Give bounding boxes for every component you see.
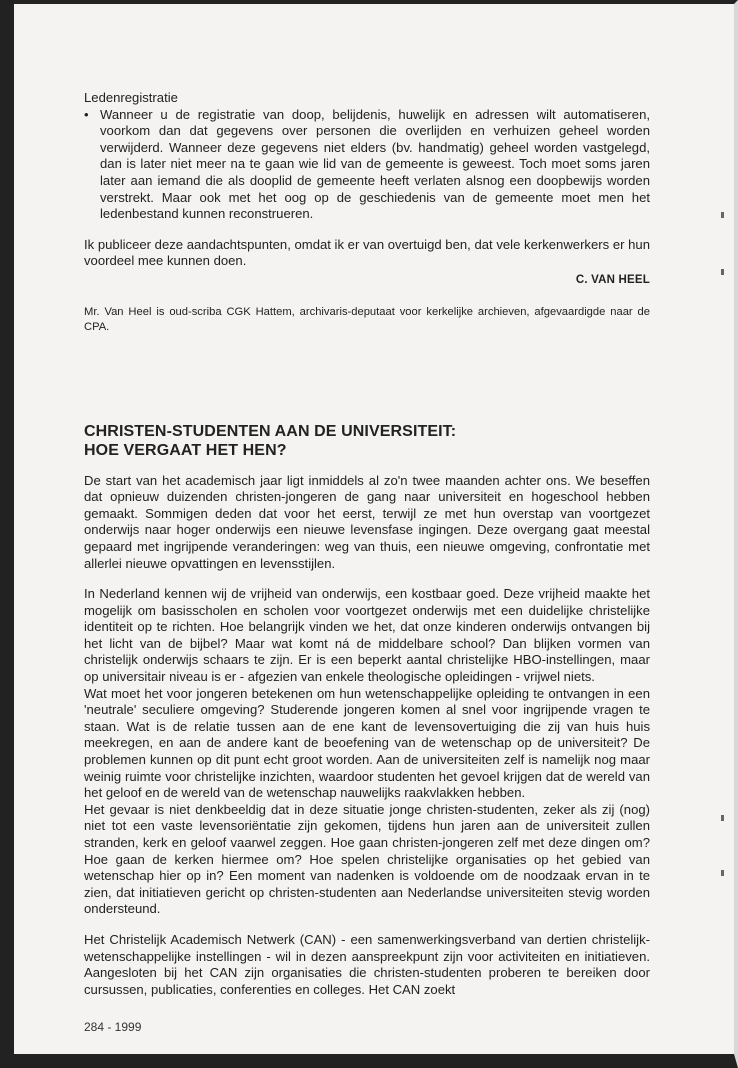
section-label: Ledenregistratie (84, 90, 178, 105)
article-paragraph-3: Wat moet het voor jongeren betekenen om hun wetenschappelijke opleiding te ontvangen in een 'neutrale' seculiere omgeving? Studerende jongeren komen al snel voor ingrijpende vragen te staan. Wat is de relatie tussen aan de ene kant de levensovertuiging die zij van huis huis meekregen, en aan de andere kant de beoefening van de wetenschap op de universiteit? De problemen kunnen op dit punt echt groot worden. Aan de universiteiten zelf is namelijk nog maar weinig ruimte voor christelijke inzichten, waardoor studenten het gevoel krijgen dat de wereld van het geloof en de wereld van de wetenschap nauwelijks raakvlakken hebben. (84, 685, 650, 801)
page-footer: 284 - 1999 (84, 1020, 142, 1034)
author-note: Mr. Van Heel is oud-scriba CGK Hattem, archivaris-deputaat voor kerkelijke archieven, afgevaardigde naar de CPA. (84, 305, 650, 333)
margin-mark (721, 212, 724, 218)
article-paragraph-4: Het gevaar is niet denkbeeldig dat in deze situatie jonge christen-studenten, zeker als zij (nog) niet tot een vaste levensoriëntatie zijn gekomen, tijdens hun jaren aan de universiteit zullen stranden, kerk en geloof vaarwel zeggen. Hoe gaan christen-jongeren zelf met deze dingen om? Hoe gaan de kerken hiermee om? Hoe spelen christelijke organisaties op het gebied van wetenschap hier op in? Een moment van nadenken is voldoende om de noodzaak ervan in te zien, dat initiatieven gericht op christen-studenten aan Nederlandse universiteiten stevig worden ondersteund. (84, 801, 650, 917)
margin-mark (721, 815, 724, 821)
bullet-symbol: • (84, 106, 89, 122)
article-heading (84, 422, 650, 461)
heading-line-1: CHRISTEN-STUDENTEN AAN DE UNIVERSITEIT: (84, 422, 457, 440)
closing-paragraph: Ik publiceer deze aandachtspunten, omdat ik er van overtuigd ben, dat vele kerkenwerkers er hun voordeel mee kunnen doen. (84, 236, 650, 269)
margin-mark (721, 870, 724, 876)
author-signature: C. VAN HEEL (575, 273, 650, 286)
margin-mark (721, 269, 724, 275)
article-paragraph-1: De start van het academisch jaar ligt inmiddels al zo'n twee maanden achter ons. We beseffen dat opnieuw duizenden christen-jongeren de gang naar universiteit en hogeschool hebben gemaakt. Sommigen deden dat voor het eerst, terwijl ze met hun overstap van voortgezet onderwijs naar hoger onderwijs een nieuwe levensfase ingingen. Deze overgang gaat meestal gepaard met ingrijpende veranderingen: weg van thuis, een nieuwe omgeving, confrontatie met allerlei nieuwe opvattingen en levensstijlen. (84, 472, 650, 571)
page-content (84, 90, 650, 998)
bullet-item (84, 107, 650, 223)
heading-line-2: HOE VERGAAT HET HEN? (84, 442, 287, 460)
article-paragraph-2: In Nederland kennen wij de vrijheid van onderwijs, een kostbaar goed. Deze vrijheid maakte het mogelijk om basisscholen en scholen voor voortgezet onderwijs met een duidelijke christelijke identiteit op te richten. Hoe belangrijk vinden we het, dat onze kinderen onderwijs ontvangen bij het licht van de bijbel? Maar wat komt ná de middelbare school? Dan blijken vormen van christelijk onderwijs schaars te zijn. Er is een beperkt aantal christelijke HBO-instellingen, maar op universitair niveau is er - afgezien van enkele theologische opleidingen - vrijwel niets. (84, 586, 650, 685)
article-paragraph-5: Het Christelijk Academisch Netwerk (CAN) - een samenwerkingsverband van dertien christelijk-wetenschappelijke instellingen - wil in dezen aanspreekpunt zijn voor activiteiten en initiatieven. Aangesloten bij het CAN zijn organisaties die christen-studenten proberen te bereiken door cursussen, publicaties, conferenties en colleges. Het CAN zoekt (84, 931, 650, 997)
bullet-text: Wanneer u de registratie van doop, belijdenis, huwelijk en adressen wilt automatiseren, voorkom dan dat gegevens over personen die overlijden en verhuizen geheel worden verwijderd. Wanneer deze gegevens niet elders (bv. handmatig) geheel worden vastgelegd, dan is later niet meer na te gaan wie lid van de gemeente is geweest. Toch moet soms jaren later aan iemand die als dooplid de gemeente heeft verlaten alsnog een doopbewijs worden verstrekt. Maar ook met het oog op de geschiedenis van de gemeente moet men het ledenbestand kunnen reconstrueren. (100, 106, 650, 222)
